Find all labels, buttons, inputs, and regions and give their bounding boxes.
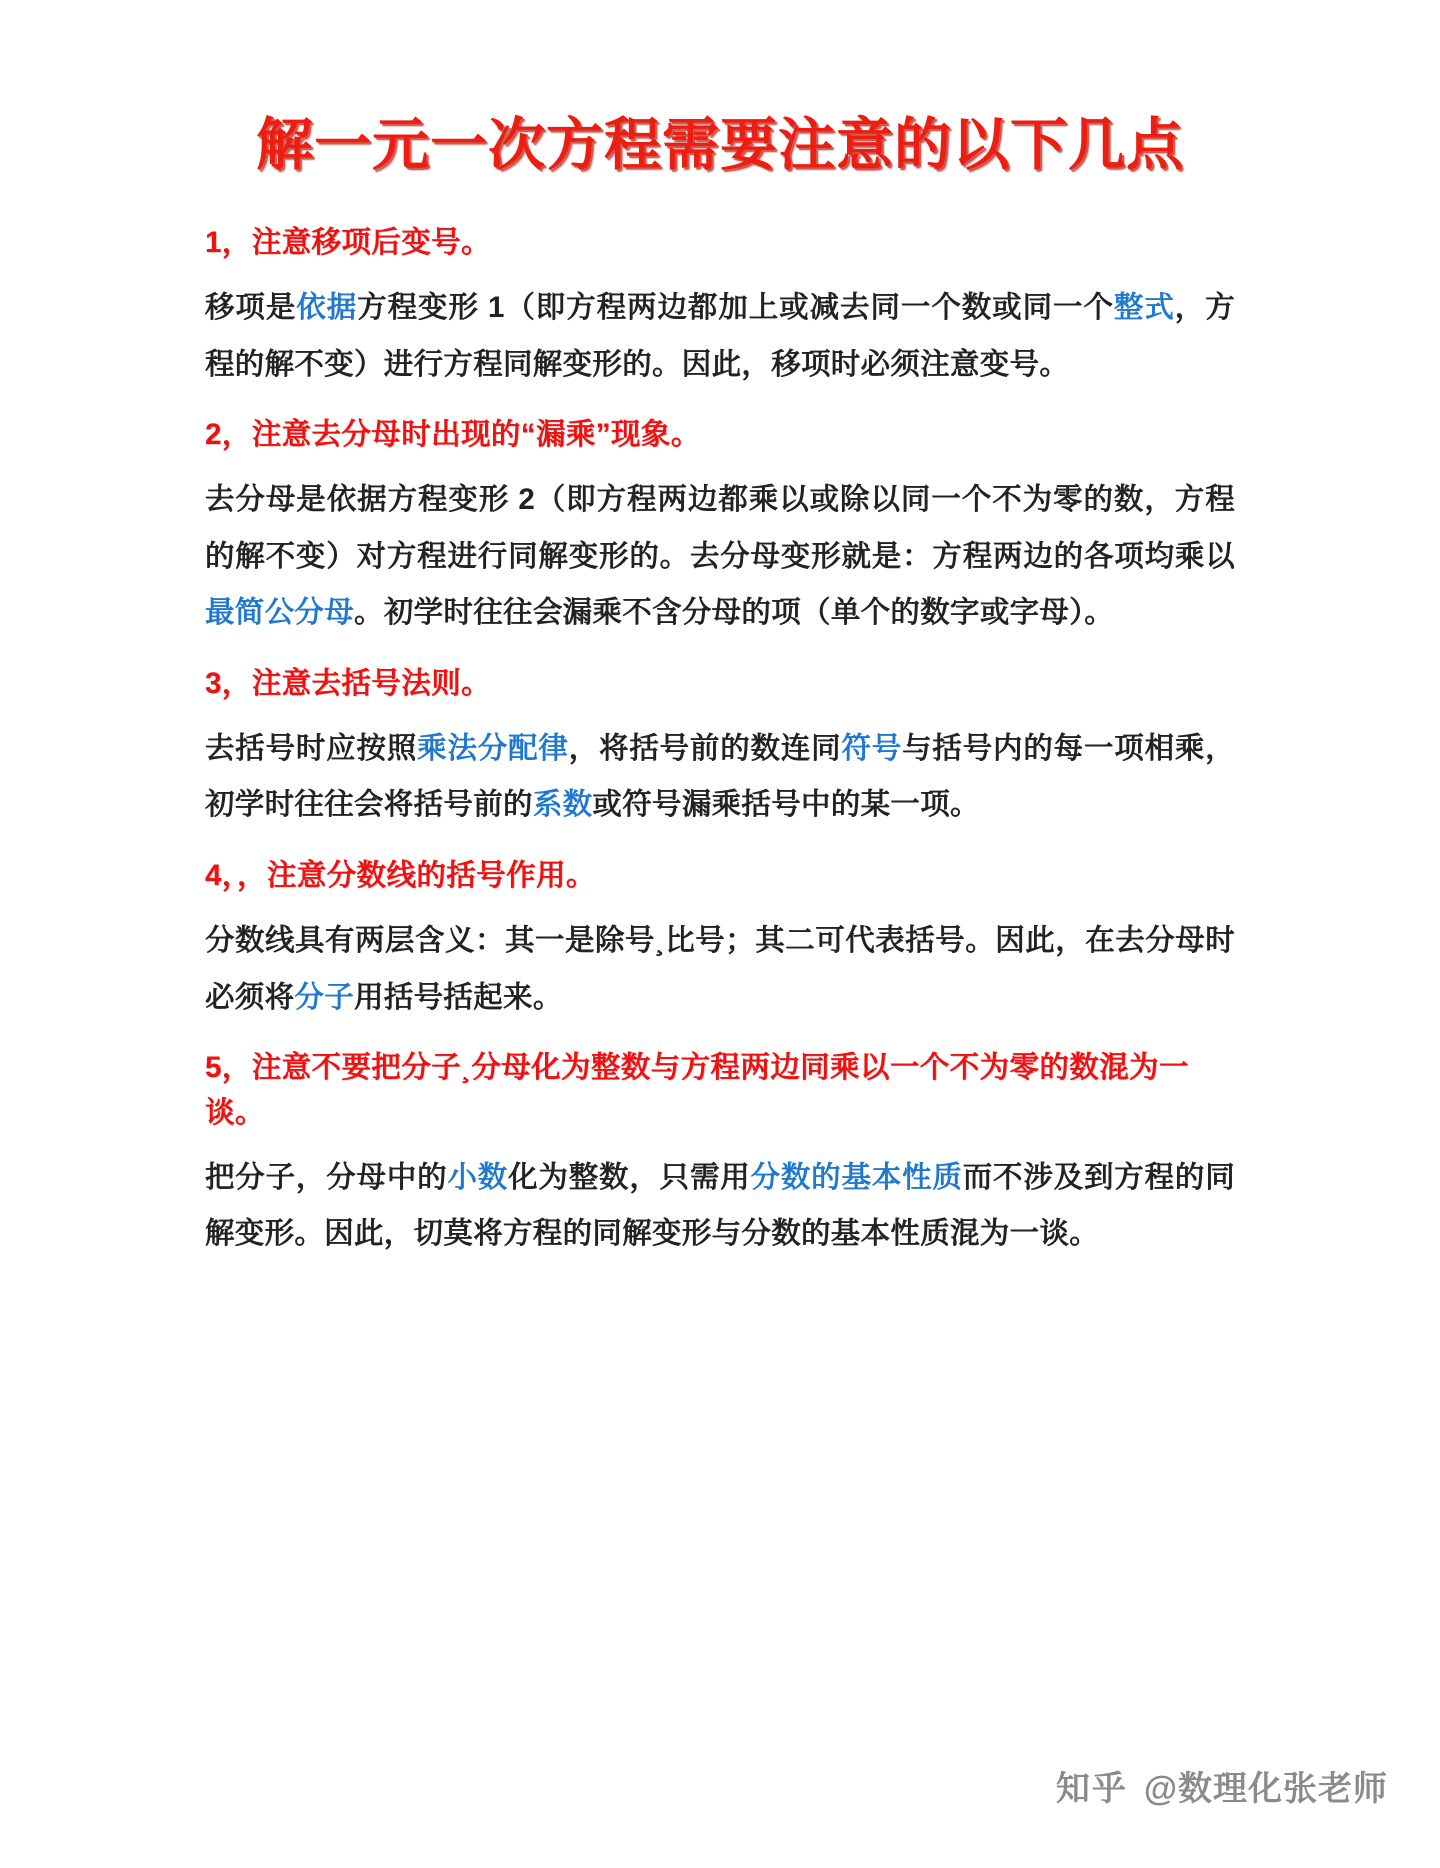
section-5-heading: 5，注意不要把分子¸分母化为整数与方程两边同乘以一个不为零的数混为一谈。 <box>205 1051 1189 1130</box>
highlight-term: 整式 <box>1113 291 1175 325</box>
highlight-term: 依据 <box>296 291 358 325</box>
section-1-heading: 1，注意移项后变号。 <box>205 226 491 260</box>
section-1-body <box>205 280 1235 393</box>
highlight-term: 小数 <box>447 1160 509 1194</box>
text-run: 去括号时应按照 <box>205 731 418 765</box>
text-run: 把分子，分母中的 <box>205 1160 448 1194</box>
section-2-heading: 2，注意去分母时出现的“漏乘”现象。 <box>205 418 701 452</box>
text-run: 分数线具有两层含义：其一是除号¸比号；其二可代表括号。因此，在去分母时必须将 <box>205 923 1235 1014</box>
section-1 <box>205 221 1235 393</box>
section-3 <box>205 662 1235 834</box>
document-content <box>205 221 1235 1263</box>
page-title: 解一元一次方程需要注意的以下几点 <box>256 113 1184 177</box>
highlight-term: 系数 <box>532 788 593 822</box>
watermark-author: @数理化张老师 <box>1143 1770 1388 1808</box>
text-run: 而不涉及到方程的同解变形。因此，切莫将方程的同解变形与分数的基本性质混为一谈。 <box>205 1160 1235 1251</box>
watermark <box>1056 1772 1388 1806</box>
section-4 <box>205 854 1235 1026</box>
highlight-term: 最简公分母 <box>205 596 355 630</box>
text-run: ，方程的解不变）进行方程同解变形的。因此，移项时必须注意变号。 <box>205 291 1235 381</box>
highlight-term: 符号 <box>841 731 903 765</box>
section-2-body <box>205 472 1235 642</box>
highlight-term: 分数的基本性质 <box>750 1160 963 1194</box>
text-run: 去分母是依据方程变形 2（即方程两边都乘以或除以同一个不为零的数，方程的解不变）对方程进行同解变形的。去分母变形就是：方程两边的各项均乘以 <box>205 483 1235 573</box>
section-4-heading: 4，，注意分数线的括号作用。 <box>205 859 596 893</box>
zhihu-logo-icon: 知乎 <box>1055 1770 1128 1808</box>
text-run: 与括号内的每一项相乘，初学时往往会将括号前的 <box>205 731 1235 822</box>
text-run: 。初学时往往会漏乘不含分母的项（单个的数字或字母）。 <box>354 596 1115 630</box>
section-2 <box>205 413 1235 642</box>
text-run: 方程变形 1（即方程两边都加上或减去同一个数或同一个 <box>357 291 1114 325</box>
section-5 <box>205 1046 1235 1263</box>
section-5-body <box>205 1150 1235 1263</box>
section-3-heading: 3，注意去括号法则。 <box>205 667 491 701</box>
text-run: 化为整数，只需用 <box>508 1160 751 1194</box>
section-4-body <box>205 913 1235 1026</box>
highlight-term: 分子 <box>294 980 355 1014</box>
section-3-body <box>205 721 1235 834</box>
text-run: 移项是 <box>205 291 297 325</box>
text-run: 或符号漏乘括号中的某一项。 <box>592 788 980 822</box>
text-run: 用括号括起来。 <box>354 980 563 1014</box>
highlight-term: 乘法分配律 <box>417 731 569 765</box>
text-run: ，将括号前的数连同 <box>568 731 842 765</box>
